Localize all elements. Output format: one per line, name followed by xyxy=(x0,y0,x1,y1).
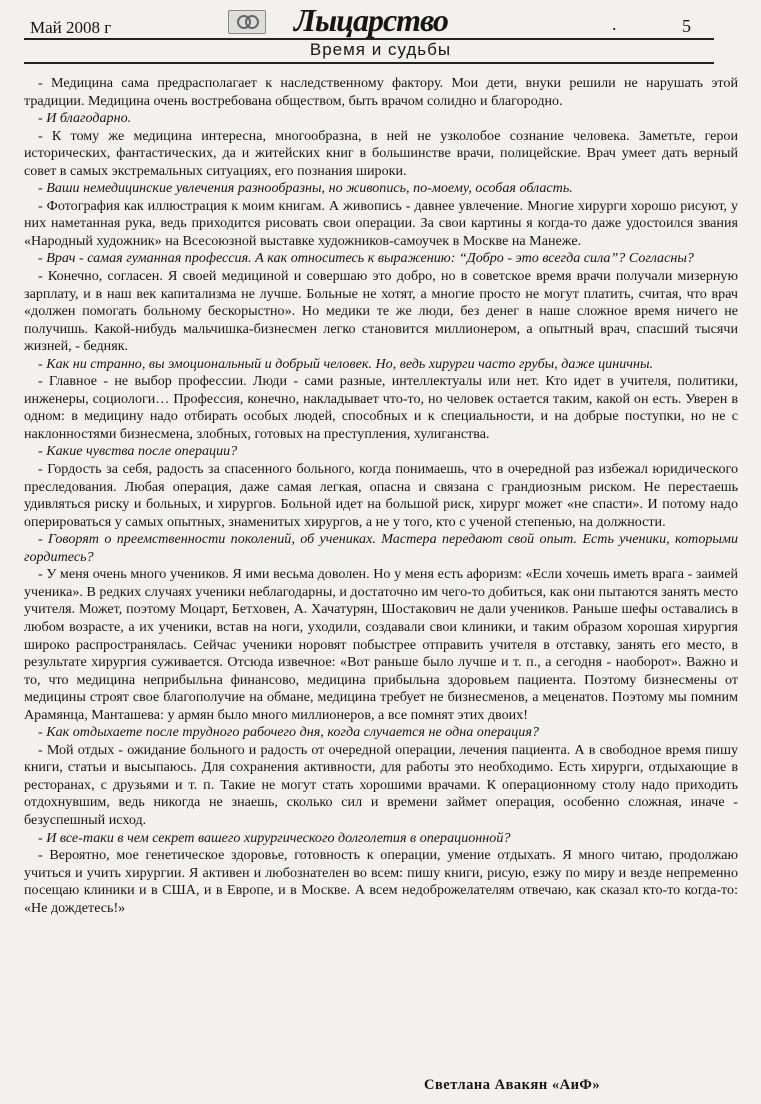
newspaper-logo-icon xyxy=(228,10,266,34)
masthead: Лыцарство xyxy=(294,2,448,38)
header-dot: . xyxy=(612,14,617,34)
article-paragraph: - Медицина сама предрасполагает к наследственному фактору. Мои дети, внуки решили не нарушать этой традиции. Медицина очень востребована обществом, быть врачом солидно и благородно. xyxy=(24,75,738,109)
article-paragraph: - Как ни странно, вы эмоциональный и добрый человек. Но, ведь хирурги часто грубы, даже циничны. xyxy=(38,355,654,372)
article-paragraph: - К тому же медицина интересна, многообразна, в ней не узколобое сознание человека. Заметьте, герои исторических, фантастических, да и житейских книг в большинстве врачи, полицейские. Врач умеет дать верный совет в самых экстремальных ситуациях, его познания широки. xyxy=(24,127,738,179)
article-paragraph: - Мой отдых - ожидание больного и радость от очередной операции, лечения пациента. А в свободное время пишу книги, статьи и высыпаюсь. Для сохранения активности, для работы это необходимо. Есть хирурги, отдыхающие в ресторанах, с друзьями и т. п. Такие не могут стать хорошими врачами. К операционному столу надо приходить отдохнувшим, ведь никогда не знаешь, сколько сил и времени займет операция, особенно сложная, иначе - безуспешный исход. xyxy=(24,741,738,828)
article-paragraph: - Говорят о преемственности поколений, об учениках. Мастера передают свой опыт. Есть ученики, которыми гордитесь? xyxy=(24,531,738,565)
author-signature: Светлана Авакян «АиФ» xyxy=(424,1077,601,1093)
article-paragraph: - Как отдыхаете после трудного рабочего дня, когда случается не одна операция? xyxy=(38,724,539,741)
article-paragraph: - Какие чувства после операции? xyxy=(38,443,238,460)
article-paragraph: - Вероятно, мое генетическое здоровье, готовность к операции, умение отдыхать. Я много читаю, продолжаю учиться и учить хирургии. Я активен и любознателен во всем: пишу книги, рисую, езжу по миру и везде непременно посещаю клиники и в США, и в Европе, и в Москве. А всем недоброжелателям отвечаю, как сказал кто-то когда-то: «Не дождетесь!» xyxy=(24,847,738,916)
page-number: 5 xyxy=(682,16,691,36)
header-rule-bottom xyxy=(24,62,714,64)
article-paragraph: - Конечно, согласен. Я своей медициной и совершаю это добро, но в советское время врачи получали мизерную зарплату, и в наш век капитализма не лучше. Больные не хотят, а многие просто не могут платить, считая, что врач «должен помогать больному бескорыстно». Но медики те же люди, без денег в наше сложное время ничего не получишь. Какой-нибудь мальчишка-бизнесмен легко становится миллионером, а опытный врач, спасший тысячи жизней, - бедняк. xyxy=(24,268,738,355)
article-paragraph: - И все-таки в чем секрет вашего хирургического долголетия в операционной? xyxy=(38,829,511,846)
article-paragraph: - Главное - не выбор профессии. Люди - сами разные, интеллектуалы или нет. Кто идет в учителя, политики, инженеры, социологи… Профессия, конечно, накладывает что-то, но человек остается таким, какой он есть. Уверен в одном: в медицину надо отбирать особых людей, способных и к специальности, и на добрые поступки, но не с наклонностями бизнесмена, злобных, готовых на преступления, хулиганства. xyxy=(24,373,738,442)
issue-date: Май 2008 г xyxy=(30,18,112,37)
article-paragraph: - Гордость за себя, радость за спасенного больного, когда понимаешь, что в очередной раз избежал юридического преследования. Любая операция, даже самая легкая, опасна и связана с грандиозным риском. Не перестаешь удивляться риску и больных, и хирургов. Больной идет на большой риск, хирург может «не спасти». И потому надо оперироваться у самых опытных, знаменитых хирургов, а не у того, кто с ученой степенью, на должности. xyxy=(24,461,738,530)
article-paragraph: - Врач - самая гуманная профессия. А как относитесь к выражению: “Добро - это всегда сила”? Согласны? xyxy=(38,250,694,267)
article-paragraph: - Ваши немедицинские увлечения разнообразны, но живопись, по-моему, особая область. xyxy=(38,180,573,197)
section-rubric: Время и судьбы xyxy=(309,40,452,59)
article-paragraph: - Фотография как иллюстрация к моим книгам. А живопись - давнее увлечение. Многие хирурги хорошо рисуют, у них наметанная рука, ведь приходится рисовать свои операции. За свои картины я когда-то даже удостоился звания «Народный художник» на Всесоюзной выставке художников-самоучек в Москве на Манеже. xyxy=(24,197,738,249)
article-paragraph: - И благодарно. xyxy=(38,110,132,127)
article-paragraph: - У меня очень много учеников. Я ими весьма доволен. Но у меня есть афоризм: «Если хочешь иметь врага - заимей ученика». В редких случаях ученики неблагодарны, и достаточно им чего-то добиться, как они пытаются занять место учителя. Может, поэтому Моцарт, Бетховен, А. Хачатурян, Шостакович не дали учеников. Раньше шефы оставались в любом возрасте, а их ученики, встав на ноги, уходили, создавали свои клиники, и таким образом хорошая хирургия широко распространялась. Сейчас ученики норовят побыстрее отправить учителя в отставку, занять его место, в результате хирургия суживается. Отсюда извечное: «Вот раньше было лучше и т. п., а сегодня - наоборот». Важно и то, что медицина неприбыльна финансово, медицина прибыльна здоровьем пациента. Поэтому бизнесмены от медицины строят свое благополучие на обмане, медицина требует не бизнесменов, а меценатов. Поэтому мы помним Арамянца, Манташева: у армян было много миллионеров, а все помнят этих двоих! xyxy=(24,566,738,723)
article-body xyxy=(24,75,738,917)
